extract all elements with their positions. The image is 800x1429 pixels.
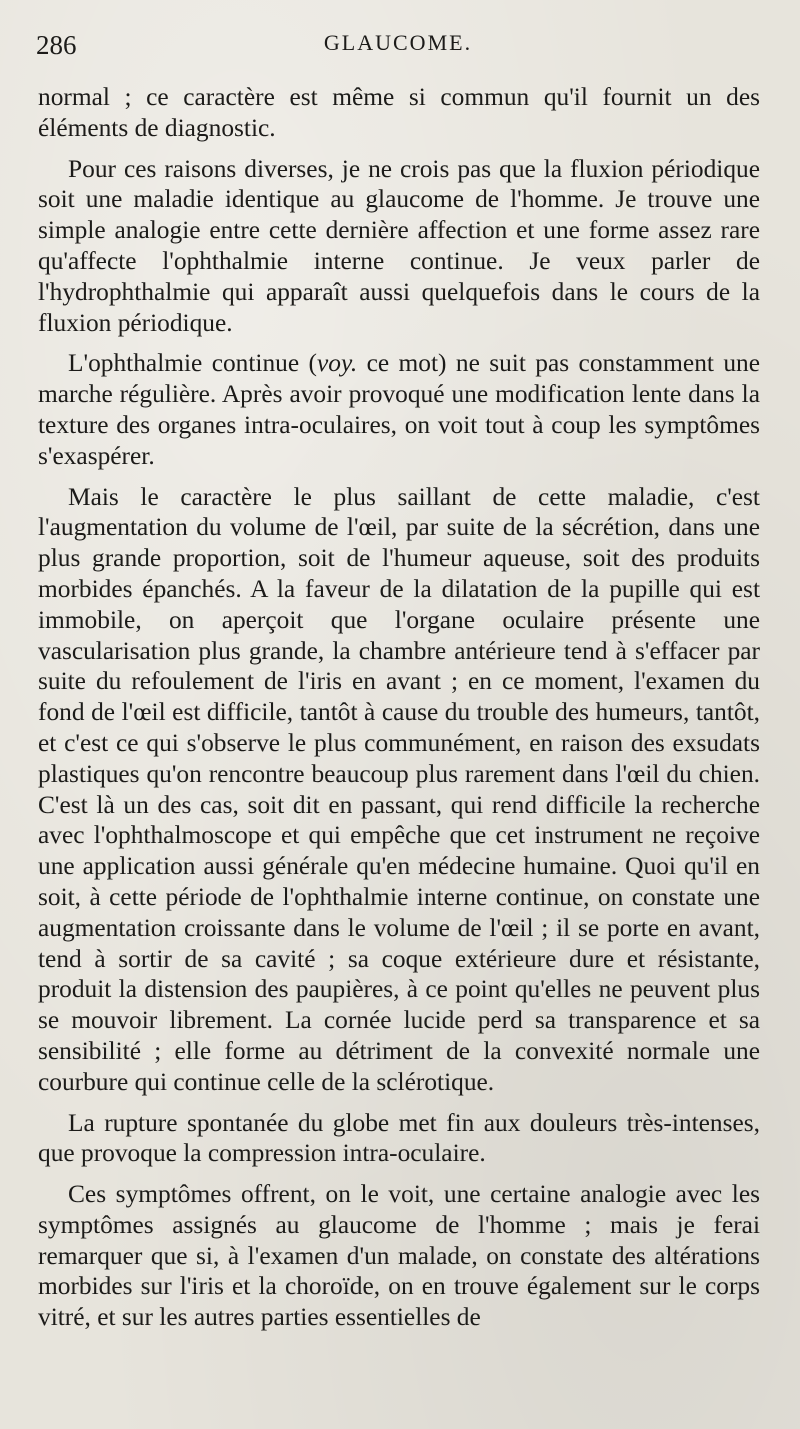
paragraph: La rupture spontanée du globe met fin aux douleurs très-intenses, que provoque la compression intra-oculaire. bbox=[38, 1108, 760, 1168]
running-head bbox=[36, 30, 760, 64]
paragraph-text: ce mot) ne suit pas constamment une marche régulière. Après avoir provoqué une modification lente dans la texture des organes intra-oculaires, on voit tout à coup les symptômes s'exaspérer. bbox=[38, 349, 760, 470]
running-title: GLAUCOME. bbox=[323, 30, 473, 55]
paragraph bbox=[38, 348, 760, 471]
body-text bbox=[38, 82, 760, 1343]
paragraph-text: L'ophthalmie continue ( bbox=[68, 349, 317, 378]
page-number: 286 bbox=[36, 30, 77, 60]
paragraph: Mais le caractère le plus saillant de cette maladie, c'est l'augmentation du volume de l'œil, par suite de la sécrétion, dans une plus grande proportion, soit de l'humeur aqueuse, soit des produits morbides épanchés. A la faveur de la dilatation de la pupille qui est immobile, on aperçoit que l'organe oculaire présente une vascularisation plus grande, la chambre antérieure tend à s'effacer par suite du refoulement de l'iris en avant ; en ce moment, l'examen du fond de l'œil est difficile, tantôt à cause du trouble des humeurs, tantôt, et c'est ce qui s'observe le plus communément, en raison des exsudats plastiques qu'on rencontre beaucoup plus rarement dans l'œil du chien. C'est là un des cas, soit dit en passant, qui rend difficile la recherche avec l'ophthalmoscope et qui empêche que cet instrument ne reçoive une application aussi générale qu'en médecine humaine. Quoi qu'il en soit, à cette période de l'ophthalmie interne continue, on constate une augmentation croissante dans le volume de l'œil ; il se porte en avant, tend à sortir de sa cavité ; sa coque extérieure dure et résistante, produit la distension des paupières, à ce point qu'elles ne peuvent plus se mouvoir librement. La cornée lucide perd sa transparence et sa sensibilité ; elle forme au détriment de la convexité normale une courbure qui continue celle de la sclérotique. bbox=[38, 482, 760, 1096]
paragraph: Pour ces raisons diverses, je ne crois pas que la fluxion périodique soit une maladie identique au glaucome de l'homme. Je trouve une simple analogie entre cette dernière affection et une forme assez rare qu'affecte l'ophthalmie interne continue. Je veux parler de l'hydrophthalmie qui apparaît aussi quelquefois dans le cours de la fluxion périodique. bbox=[38, 154, 760, 337]
paragraph: Ces symptômes offrent, on le voit, une certaine analogie avec les symptômes assignés au glaucome de l'homme ; mais je ferai remarquer que si, à l'examen d'un malade, on constate des altérations morbides sur l'iris et la choroïde, on en trouve également sur le corps vitré, et sur les autres parties essentielles de bbox=[38, 1180, 760, 1332]
italic-abbreviation: voy. bbox=[317, 349, 358, 378]
paragraph-continued: normal ; ce caractère est même si commun qu'il fournit un des éléments de diagnostic. bbox=[38, 83, 760, 142]
